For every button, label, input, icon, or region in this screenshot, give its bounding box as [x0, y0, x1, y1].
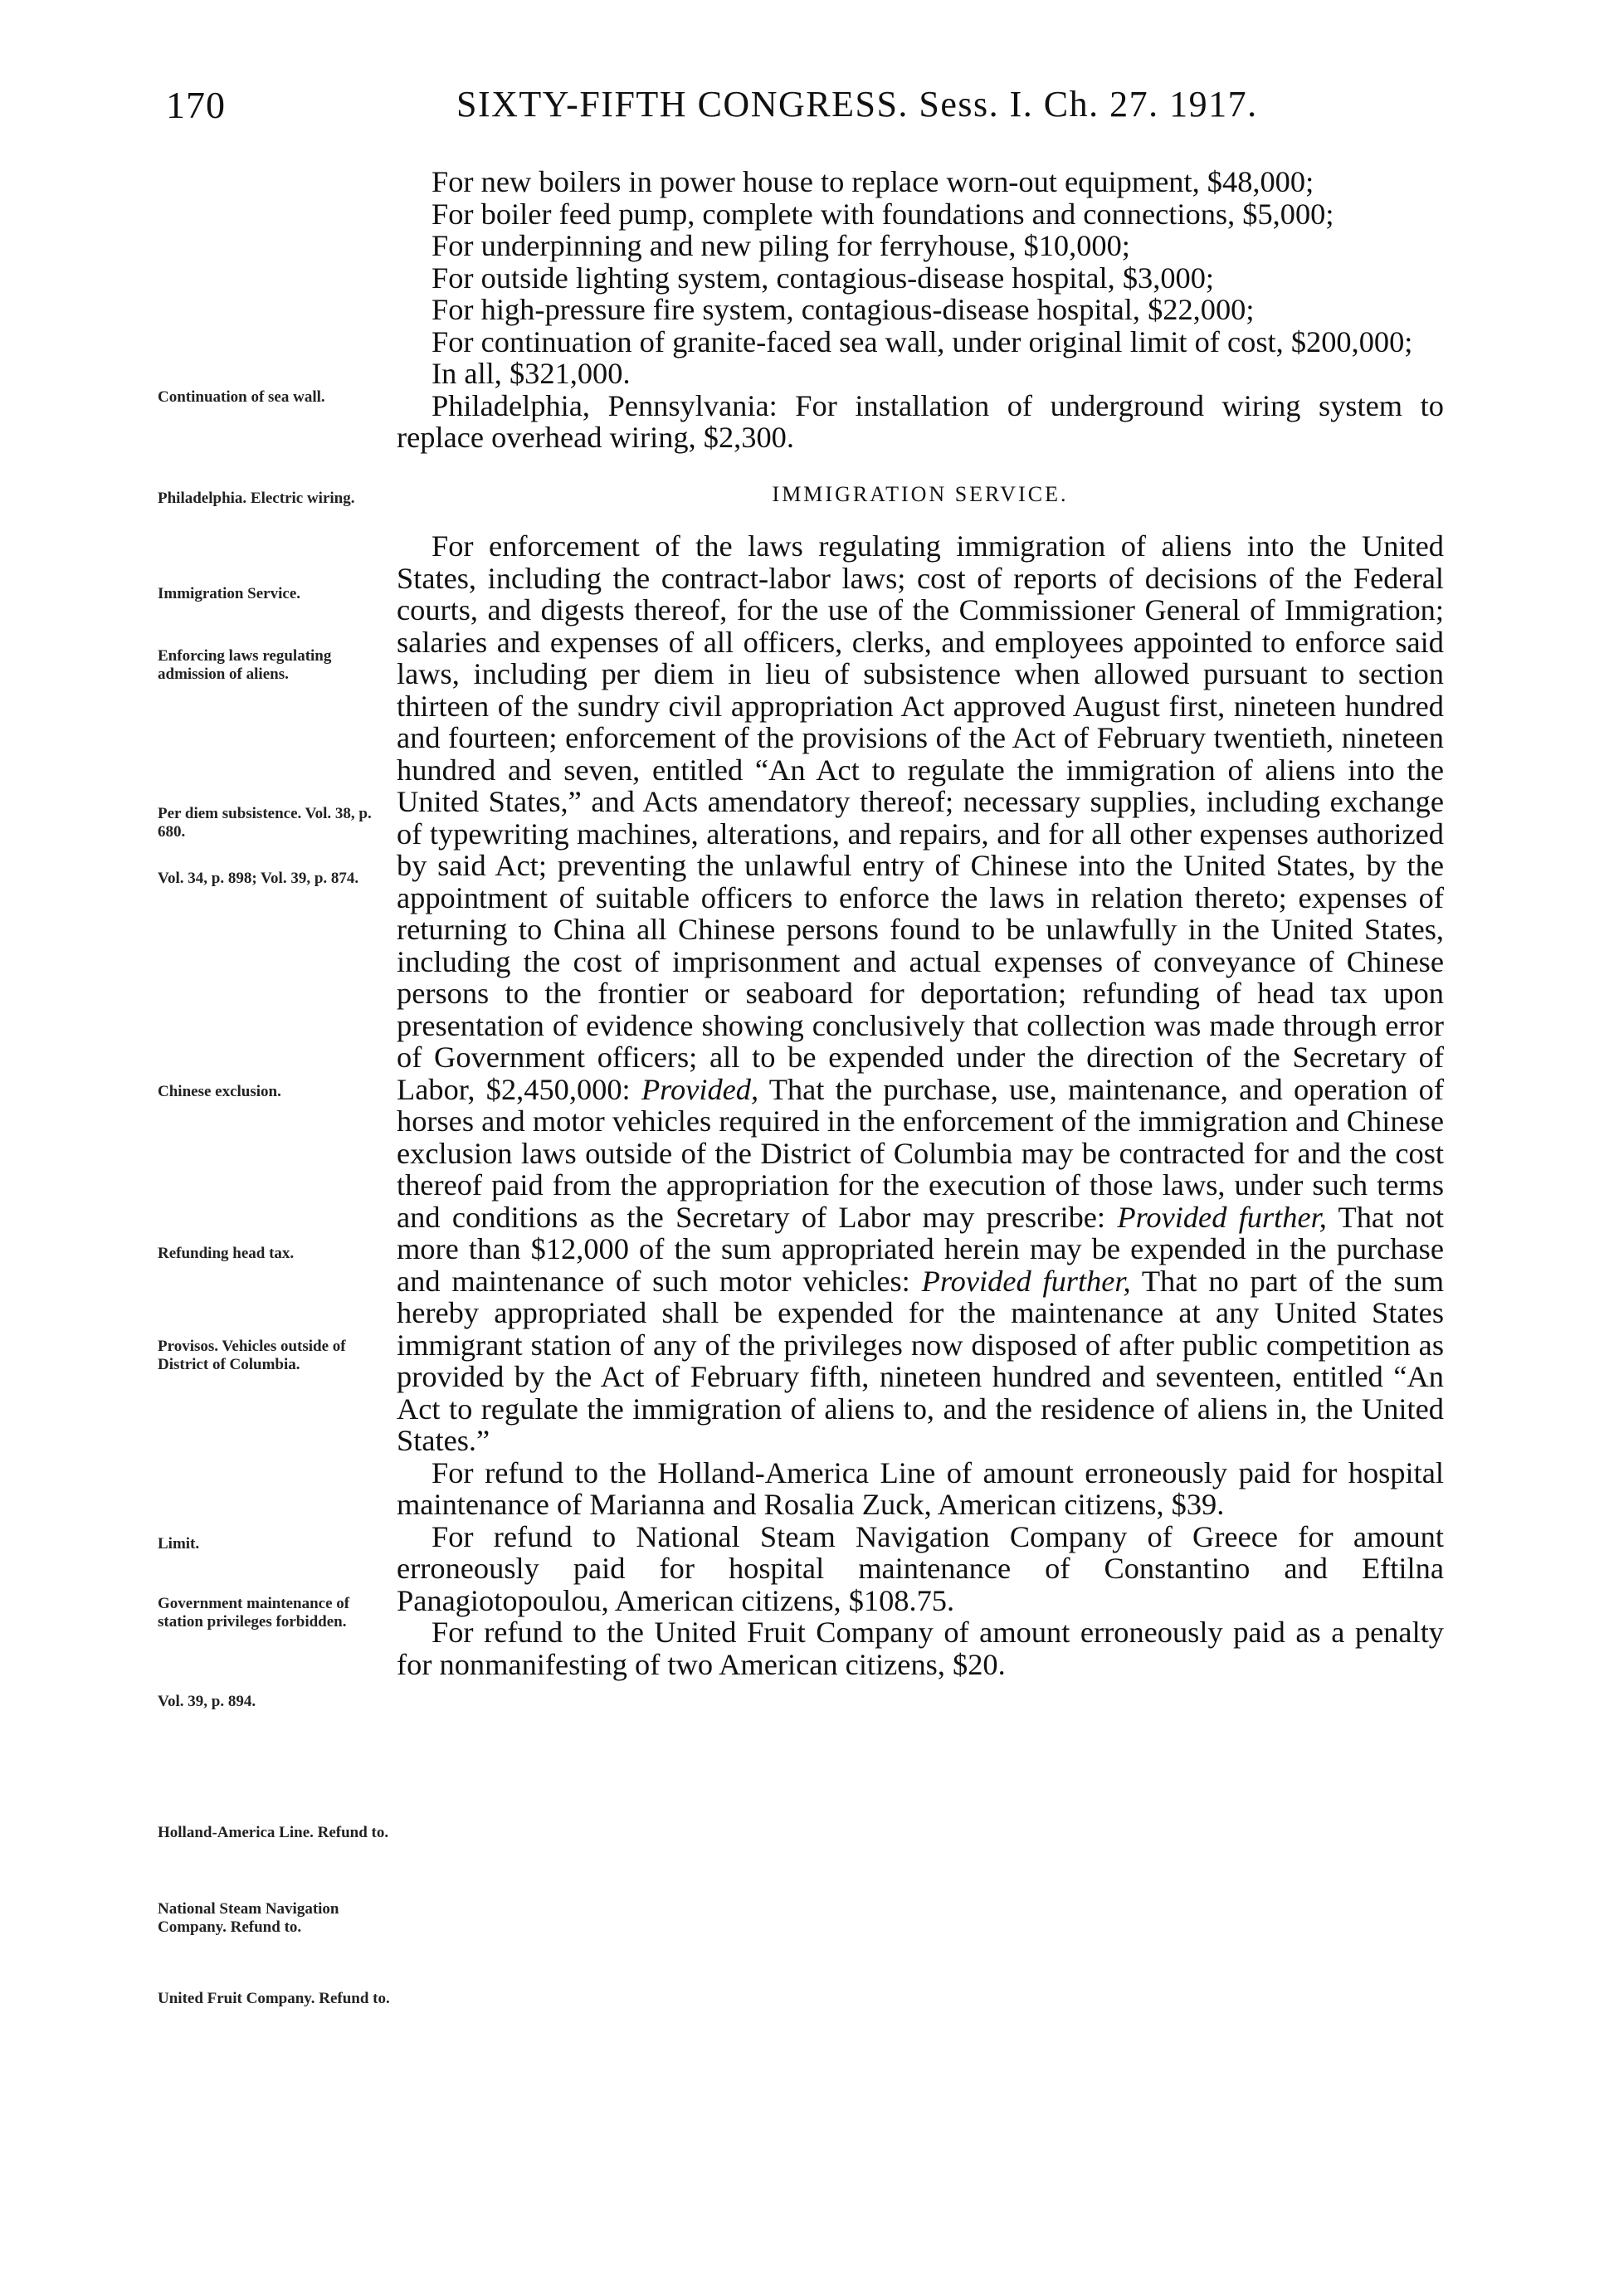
paragraph: Philadelphia, Pennsylvania: For installation of underground wiring system to replace overhead wiring, $2,300.	[397, 388, 1444, 454]
paragraph: For outside lighting system, contagious-disease hospital, $3,000;	[432, 261, 1215, 295]
paragraph: For underpinning and new piling for ferryhouse, $10,000;	[432, 229, 1130, 262]
margin-note: Limit.	[158, 1535, 200, 1553]
text-run: That the purchase, use, maintenance, and operation of horses and motor vehicles required in the enforcement of the immigration and Chinese exclusion laws outside of the District of Columbia may be contracted for and the cost thereof paid from the appropriation for the execution of those laws, under such terms and conditions as the Secretary of Labor may prescribe:	[397, 1072, 1444, 1234]
proviso-label: Provided further,	[1117, 1200, 1327, 1234]
margin-note: Government maintenance of station privileges forbidden.	[158, 1595, 350, 1631]
paragraph	[397, 530, 1444, 1457]
text-run: For enforcement of the laws regulating immigration of aliens into the United States, including the contract-labor laws; cost of reports of decisions of the Federal courts, and digests thereof, for the use of the Commissioner General of Immigration; salaries and expenses of all officers, clerks, and employees appointed to enforce said laws, including per diem in lieu of subsistence when allowed pursuant to section thirteen of the sundry civil appropriation Act approved August first, nineteen hundred and fourteen; enforcement of the provisions of the Act of February twentieth, nineteen hundred and seven, entitled “An Act to regulate the immigration of aliens into the United States,” and Acts amendatory thereof; necessary supplies, including exchange of typewriting machines, alterations, and repairs, and for all other expenses authorized by said Act; preventing the unlawful entry of Chinese into the United States, by the appointment of suitable officers to enforce the laws in relation thereto; expenses of returning to China all Chinese persons found to be unlawfully in the United States, including the cost of imprisonment and actual expenses of conveyance of Chinese persons to the frontier or seaboard for deportation; refunding of head tax upon presentation of evidence showing conclusively that collection was made through error of Government officers; all to be expended under the direction of the Secretary of Labor, $2,450,000:	[397, 529, 1444, 1106]
paragraph: For boiler feed pump, complete with foundations and connections, $5,000;	[432, 197, 1334, 231]
text-run: That not more than $12,000 of the sum appropriated herein may be expended in the purchase and maintenance of such motor vehicles:	[397, 1200, 1444, 1298]
proviso-label: Provided,	[641, 1072, 759, 1106]
margin-note: United Fruit Company. Refund to.	[158, 1990, 390, 2007]
margin-note: Philadelphia. Electric wiring.	[158, 490, 355, 507]
margin-notes	[0, 0, 390, 2296]
running-head: SIXTY-FIFTH CONGRESS. Sess. I. Ch. 27. 1917.	[456, 84, 1258, 124]
paragraph: For refund to the United Fruit Company of amount erroneously paid as a penalty for nonmanifesting of two American citizens, $20.	[397, 1616, 1444, 1681]
paragraph: In all, $321,000.	[432, 357, 631, 390]
text-run: That no part of the sum hereby appropriated shall be expended for the maintenance at any United States immigrant station of any of the privileges now disposed of after public competition as provided by the Act of February fifth, nineteen hundred and seventeen, entitled “An Act to regulate the immigration of aliens to, and the residence of aliens in, the United States.”	[397, 1264, 1444, 1457]
margin-note: Immigration Service.	[158, 585, 301, 602]
margin-note: National Steam Navigation Company. Refund to.	[158, 1900, 339, 1936]
margin-note: Chinese exclusion.	[158, 1083, 281, 1100]
margin-note: Provisos. Vehicles outside of District of Columbia.	[158, 1338, 346, 1373]
margin-note: Refunding head tax.	[158, 1245, 295, 1262]
margin-note: Continuation of sea wall.	[158, 388, 325, 406]
margin-note: Vol. 39, p. 894.	[158, 1693, 256, 1710]
paragraph: For high-pressure fire system, contagious-disease hospital, $22,000;	[432, 293, 1255, 326]
proviso-label: Provided further,	[921, 1264, 1131, 1298]
page-number: 170	[166, 84, 226, 126]
paragraph: For refund to the Holland-America Line of amount erroneously paid for hospital maintenance of Marianna and Rosalia Zuck, American citizens, $39.	[397, 1455, 1444, 1521]
section-heading: IMMIGRATION SERVICE.	[772, 481, 1069, 506]
paragraph: For new boilers in power house to replace worn-out equipment, $48,000;	[432, 165, 1314, 198]
margin-note: Enforcing laws regulating admission of aliens.	[158, 647, 332, 683]
paragraph: For refund to National Steam Navigation Company of Greece for amount erroneously paid for hospital maintenance of Constantino and Eftilna Panagiotopoulou, American citizens, $108.75.	[397, 1519, 1444, 1617]
body-text	[397, 166, 1444, 1680]
paragraph: For continuation of granite-faced sea wall, under original limit of cost, $200,000;	[432, 324, 1413, 358]
margin-note: Per diem subsistence. Vol. 38, p. 680.	[158, 805, 372, 841]
margin-note: Holland-America Line. Refund to.	[158, 1824, 389, 1841]
margin-note: Vol. 34, p. 898; Vol. 39, p. 874.	[158, 870, 359, 887]
